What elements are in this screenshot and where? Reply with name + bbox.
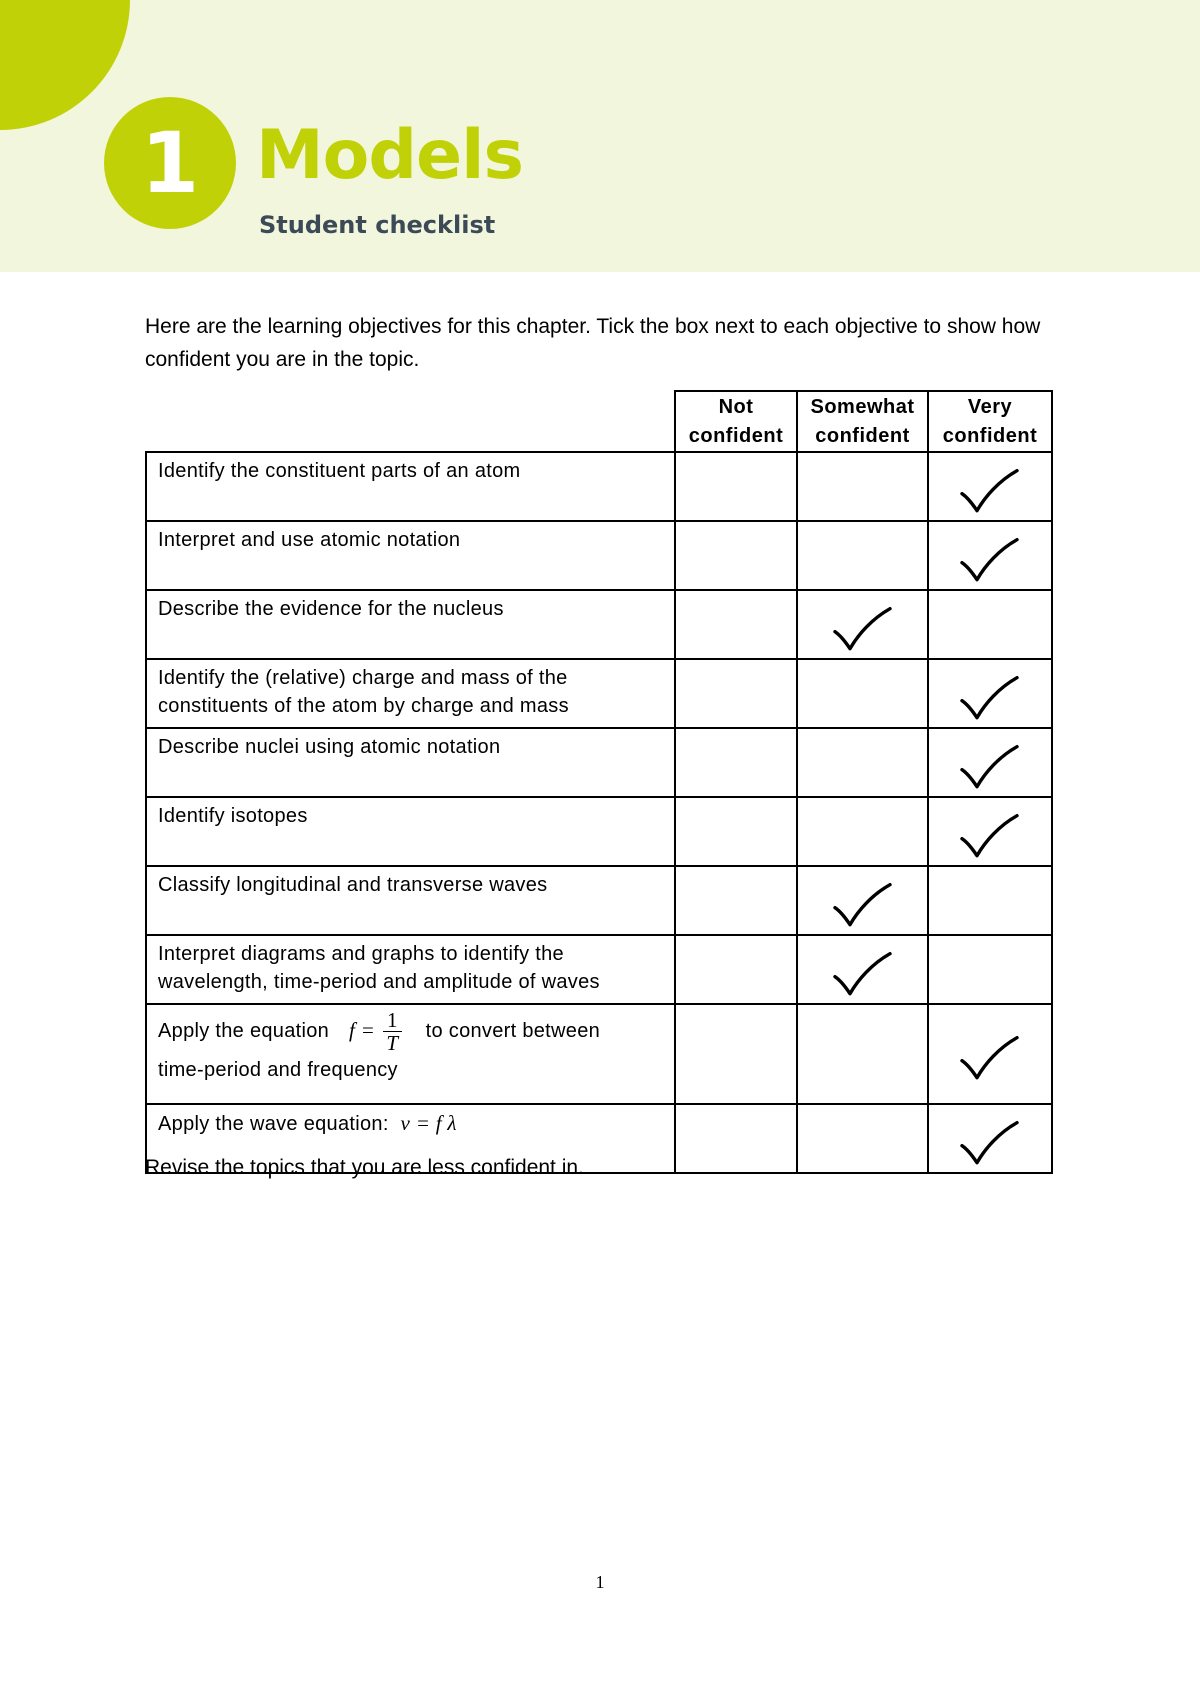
checkbox-not-confident[interactable] (675, 659, 797, 728)
checkbox-somewhat-confident[interactable] (797, 521, 928, 590)
checkbox-very-confident[interactable] (928, 866, 1052, 935)
chapter-badge (104, 97, 236, 229)
chapter-number: 1 (140, 114, 200, 212)
fraction-denominator: T (386, 1031, 399, 1056)
checkbox-somewhat-confident[interactable] (797, 935, 928, 1004)
checkbox-somewhat-confident[interactable] (797, 866, 928, 935)
objective-text: Interpret and use atomic notation (146, 521, 675, 590)
objective-text: Identify the constituent parts of an atom (146, 452, 675, 521)
column-header-very-confident: Very confident (928, 391, 1052, 452)
checkmark-icon (832, 950, 894, 996)
wave-equation: v = f λ (400, 1111, 457, 1135)
checkbox-not-confident[interactable] (675, 728, 797, 797)
checkbox-very-confident[interactable] (928, 452, 1052, 521)
checkmark-icon (832, 605, 894, 651)
checkbox-very-confident[interactable] (928, 590, 1052, 659)
checkbox-somewhat-confident[interactable] (797, 590, 928, 659)
header-row (146, 391, 1052, 452)
column-header-not-confident: Not confident (675, 391, 797, 452)
checkbox-very-confident[interactable] (928, 1004, 1052, 1104)
checkbox-somewhat-confident[interactable] (797, 659, 928, 728)
checkmark-icon (832, 881, 894, 927)
equation-fraction (383, 1009, 402, 1054)
table-row (146, 935, 1052, 1004)
checkmark-icon (959, 536, 1021, 582)
objective-text-before: Apply the wave equation: (158, 1113, 389, 1135)
checkbox-very-confident[interactable] (928, 1104, 1052, 1173)
checkbox-not-confident[interactable] (675, 521, 797, 590)
checkbox-very-confident[interactable] (928, 935, 1052, 1004)
table-row (146, 1004, 1052, 1104)
checkbox-not-confident[interactable] (675, 1104, 797, 1173)
table-row (146, 728, 1052, 797)
objective-text-line2: time-period and frequency (158, 1059, 398, 1082)
checkbox-not-confident[interactable] (675, 797, 797, 866)
objective-text: Classify longitudinal and transverse waves (146, 866, 675, 935)
objective-text-before: Apply the equation (158, 1019, 330, 1042)
equation-lhs: f = (348, 1017, 376, 1042)
page-number: 1 (595, 1572, 605, 1592)
checkbox-somewhat-confident[interactable] (797, 1004, 928, 1104)
checkbox-not-confident[interactable] (675, 935, 797, 1004)
checkbox-not-confident[interactable] (675, 590, 797, 659)
objective-text-after: to convert between (425, 1019, 601, 1042)
checkbox-not-confident[interactable] (675, 452, 797, 521)
checkbox-somewhat-confident[interactable] (797, 728, 928, 797)
objective-text: Identify the (relative) charge and mass of the constituents of the atom by charge and mass (146, 659, 675, 728)
table-row (146, 590, 1052, 659)
table-row (146, 659, 1052, 728)
checkmark-icon (959, 467, 1021, 513)
checkbox-very-confident[interactable] (928, 797, 1052, 866)
table-row (146, 452, 1052, 521)
column-header-somewhat-confident: Somewhat confident (797, 391, 928, 452)
checkmark-icon (959, 1035, 1021, 1081)
header-blank-cell (146, 391, 675, 452)
objective-text: Describe nuclei using atomic notation (146, 728, 675, 797)
checkbox-very-confident[interactable] (928, 521, 1052, 590)
checkbox-very-confident[interactable] (928, 728, 1052, 797)
checkbox-somewhat-confident[interactable] (797, 797, 928, 866)
outro-text: Revise the topics that you are less confident in. (145, 1156, 584, 1179)
checkbox-somewhat-confident[interactable] (797, 452, 928, 521)
intro-text: Here are the learning objectives for this chapter. Tick the box next to each objective to show how confident you are in the topic. (145, 315, 1041, 371)
fraction-numerator: 1 (383, 1009, 402, 1032)
checkbox-not-confident[interactable] (675, 866, 797, 935)
objective-text (146, 1004, 675, 1104)
checkmark-icon (959, 674, 1021, 720)
table-row (146, 797, 1052, 866)
checkmark-icon (959, 812, 1021, 858)
checkbox-somewhat-confident[interactable] (797, 1104, 928, 1173)
objective-text: Identify isotopes (146, 797, 675, 866)
checkmark-icon (959, 743, 1021, 789)
checkbox-very-confident[interactable] (928, 659, 1052, 728)
objective-text: Interpret diagrams and graphs to identify the wavelength, time-period and amplitude of waves (146, 935, 675, 1004)
table-row (146, 866, 1052, 935)
chapter-title: Models (256, 116, 523, 195)
table-row (146, 521, 1052, 590)
chapter-subtitle: Student checklist (259, 211, 496, 239)
objective-text: Describe the evidence for the nucleus (146, 590, 675, 659)
checklist-table (145, 390, 1053, 1174)
checkmark-icon (959, 1119, 1021, 1165)
checkbox-not-confident[interactable] (675, 1004, 797, 1104)
